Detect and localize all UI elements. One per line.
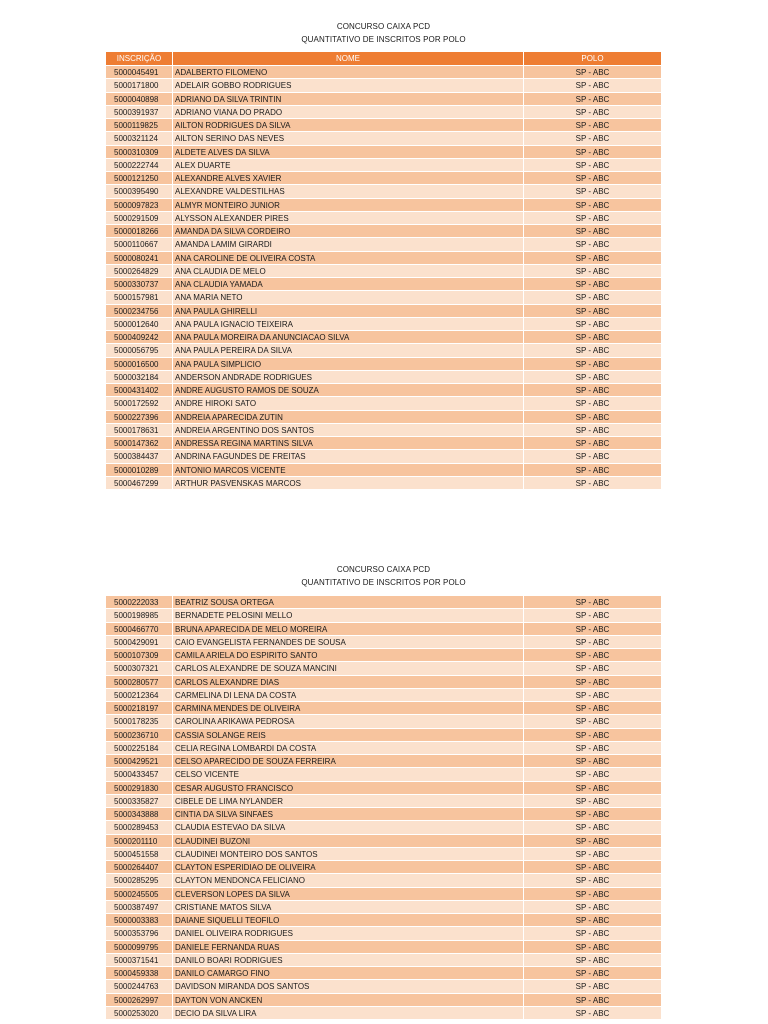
cell-nome: CLAYTON ESPERIDIAO DE OLIVEIRA xyxy=(173,861,524,873)
cell-inscricao: 5000264407 xyxy=(106,861,173,873)
cell-inscricao: 5000466770 xyxy=(106,623,173,635)
cell-inscricao: 5000212364 xyxy=(106,689,173,701)
cell-nome: ANDRESSA REGINA MARTINS SILVA xyxy=(173,437,524,449)
cell-polo: SP - ABC xyxy=(575,717,610,727)
cell-nome: CELSO APARECIDO DE SOUZA FERREIRA xyxy=(173,755,524,767)
table-header xyxy=(106,52,661,65)
cell-inscricao: 5000080241 xyxy=(106,252,173,264)
table-row xyxy=(106,158,661,171)
cell-polo: SP - ABC xyxy=(575,955,610,965)
cell-inscricao: 5000099795 xyxy=(106,941,173,953)
cell-nome: CARMELINA DI LENA DA COSTA xyxy=(173,689,524,701)
cell-inscricao: 5000244763 xyxy=(106,980,173,992)
table-row xyxy=(106,145,661,158)
cell-inscricao: 5000433457 xyxy=(106,768,173,780)
cell-inscricao: 5000391937 xyxy=(106,106,173,118)
cell-nome: ALDETE ALVES DA SILVA xyxy=(173,146,524,158)
cell-polo: SP - ABC xyxy=(575,796,610,806)
document-subtitle: QUANTITATIVO DE INSCRITOS POR POLO xyxy=(301,578,466,587)
cell-nome: CAIO EVANGELISTA FERNANDES DE SOUSA xyxy=(173,636,524,648)
cell-inscricao: 5000330737 xyxy=(106,278,173,290)
cell-inscricao: 5000121250 xyxy=(106,172,173,184)
table-row xyxy=(106,714,661,727)
table-row xyxy=(106,463,661,476)
cell-inscricao: 5000291830 xyxy=(106,782,173,794)
cell-nome: ADRIANO VIANA DO PRADO xyxy=(173,106,524,118)
table-row xyxy=(106,993,661,1006)
cell-polo: SP - ABC xyxy=(575,863,610,872)
cell-inscricao: 5000395490 xyxy=(106,185,173,197)
table-row xyxy=(106,807,661,820)
cell-nome: ANTONIO MARCOS VICENTE xyxy=(173,464,524,476)
table-row xyxy=(106,887,661,900)
table-row xyxy=(106,900,661,913)
table-row xyxy=(106,476,661,489)
cell-polo: SP - ABC xyxy=(575,134,610,144)
cell-polo: SP - ABC xyxy=(575,94,610,104)
cell-inscricao: 5000147362 xyxy=(106,437,173,449)
cell-polo: SP - ABC xyxy=(575,624,610,634)
cell-nome: ANA MARIA NETO xyxy=(173,291,524,303)
table-row xyxy=(106,105,661,118)
cell-polo: SP - ABC xyxy=(575,147,610,157)
cell-inscricao: 5000335827 xyxy=(106,795,173,807)
table-row xyxy=(106,317,661,330)
cell-nome: CLAUDINEI MONTEIRO DOS SANTOS xyxy=(173,848,524,860)
table-row xyxy=(106,860,661,873)
cell-nome: DAYTON VON ANCKEN xyxy=(173,994,524,1006)
cell-nome: CAMILA ARIELA DO ESPIRITO SANTO xyxy=(173,649,524,661)
cell-polo: SP - ABC xyxy=(575,306,610,316)
table-row xyxy=(106,92,661,105)
cell-nome: CLAUDINEI BUZONI xyxy=(173,835,524,847)
cell-polo: SP - ABC xyxy=(575,902,610,912)
cell-nome: ADALBERTO FILOMENO xyxy=(173,66,524,78)
cell-nome: AMANDA LAMIM GIRARDI xyxy=(173,238,524,250)
cell-inscricao: 5000097823 xyxy=(106,199,173,211)
cell-nome: ANDERSON ANDRADE RODRIGUES xyxy=(173,371,524,383)
cell-nome: CINTIA DA SILVA SINFAES xyxy=(173,808,524,820)
cell-nome: AMANDA DA SILVA CORDEIRO xyxy=(173,225,524,237)
cell-polo: SP - ABC xyxy=(575,690,610,700)
cell-nome: ALMYR MONTEIRO JUNIOR xyxy=(173,199,524,211)
cell-polo: SP - ABC xyxy=(575,399,610,409)
cell-inscricao: 5000172592 xyxy=(106,397,173,409)
table-row xyxy=(106,171,661,184)
table-row xyxy=(106,820,661,833)
table-row xyxy=(106,608,661,621)
table-row xyxy=(106,423,661,436)
cell-polo: SP - ABC xyxy=(575,240,610,250)
cell-polo: SP - ABC xyxy=(575,651,610,660)
table-row xyxy=(106,940,661,953)
cell-nome: DANILO BOARI RODRIGUES xyxy=(173,954,524,966)
cell-inscricao: 5000245505 xyxy=(106,888,173,900)
table-row xyxy=(106,953,661,966)
cell-nome: CLAUDIA ESTEVAO DA SILVA xyxy=(173,821,524,833)
table-row xyxy=(106,794,661,807)
cell-inscricao: 5000171800 xyxy=(106,79,173,91)
cell-polo: SP - ABC xyxy=(575,995,610,1005)
cell-nome: BERNADETE PELOSINI MELLO xyxy=(173,609,524,621)
cell-inscricao: 5000310309 xyxy=(106,146,173,158)
cell-nome: ALYSSON ALEXANDER PIRES xyxy=(173,212,524,224)
cell-inscricao: 5000178631 xyxy=(106,424,173,436)
table-row xyxy=(106,675,661,688)
table-row xyxy=(106,436,661,449)
table-row xyxy=(106,635,661,648)
cell-inscricao: 5000289453 xyxy=(106,821,173,833)
table-row xyxy=(106,873,661,886)
cell-polo: SP - ABC xyxy=(575,68,610,77)
cell-nome: DAVIDSON MIRANDA DOS SANTOS xyxy=(173,980,524,992)
cell-nome: CLAYTON MENDONCA FELICIANO xyxy=(173,874,524,886)
cell-inscricao: 5000010289 xyxy=(106,464,173,476)
cell-nome: CARMINA MENDES DE OLIVEIRA xyxy=(173,702,524,714)
document-subtitle: QUANTITATIVO DE INSCRITOS POR POLO xyxy=(301,35,466,44)
cell-nome: ALEXANDRE ALVES XAVIER xyxy=(173,172,524,184)
cell-polo: SP - ABC xyxy=(575,929,610,939)
cell-nome: ARTHUR PASVENSKAS MARCOS xyxy=(173,477,524,489)
cell-polo: SP - ABC xyxy=(575,770,610,780)
cell-polo: SP - ABC xyxy=(575,452,610,462)
table-row xyxy=(106,847,661,860)
cell-inscricao: 5000045491 xyxy=(106,66,173,78)
cell-nome: AILTON SERINO DAS NEVES xyxy=(173,132,524,144)
cell-nome: CASSIA SOLANGE REIS xyxy=(173,729,524,741)
table-row xyxy=(106,661,661,674)
cell-polo: SP - ABC xyxy=(575,849,610,859)
table-row xyxy=(106,211,661,224)
table-row xyxy=(106,277,661,290)
cell-inscricao: 5000371541 xyxy=(106,954,173,966)
cell-nome: ALEX DUARTE xyxy=(173,159,524,171)
cell-polo: SP - ABC xyxy=(575,982,610,992)
cell-polo: SP - ABC xyxy=(575,386,610,395)
cell-inscricao: 5000262997 xyxy=(106,994,173,1006)
cell-nome: ANA CLAUDIA DE MELO xyxy=(173,265,524,277)
cell-nome: ADRIANO DA SILVA TRINTIN xyxy=(173,93,524,105)
cell-polo: SP - ABC xyxy=(575,81,610,91)
table-row xyxy=(106,237,661,250)
cell-nome: CELIA REGINA LOMBARDI DA COSTA xyxy=(173,742,524,754)
cell-inscricao: 5000178235 xyxy=(106,715,173,727)
table-row xyxy=(106,754,661,767)
cell-polo: SP - ABC xyxy=(575,346,610,356)
cell-nome: DECIO DA SILVA LIRA xyxy=(173,1007,524,1019)
cell-inscricao: 5000429521 xyxy=(106,755,173,767)
cell-polo: SP - ABC xyxy=(575,319,610,329)
cell-polo: SP - ABC xyxy=(575,372,610,382)
cell-nome: ANDREIA ARGENTINO DOS SANTOS xyxy=(173,424,524,436)
cell-nome: ANA PAULA MOREIRA DA ANUNCIACAO SILVA xyxy=(173,331,524,343)
cell-polo: SP - ABC xyxy=(575,160,610,170)
cell-inscricao: 5000285295 xyxy=(106,874,173,886)
cell-polo: SP - ABC xyxy=(575,253,610,263)
cell-inscricao: 5000234756 xyxy=(106,305,173,317)
cell-polo: SP - ABC xyxy=(575,916,610,925)
cell-inscricao: 5000280577 xyxy=(106,676,173,688)
table-row xyxy=(106,648,661,661)
cell-polo: SP - ABC xyxy=(575,664,610,674)
cell-polo: SP - ABC xyxy=(575,227,610,236)
table-row xyxy=(106,343,661,356)
cell-polo: SP - ABC xyxy=(575,611,610,621)
cell-nome: CARLOS ALEXANDRE DE SOUZA MANCINI xyxy=(173,662,524,674)
table-row xyxy=(106,595,661,608)
cell-polo: SP - ABC xyxy=(575,677,610,687)
column-header-inscricao: INSCRIÇÃO xyxy=(106,52,173,65)
table-row xyxy=(106,728,661,741)
cell-inscricao: 5000409242 xyxy=(106,331,173,343)
cell-inscricao: 5000253020 xyxy=(106,1007,173,1019)
cell-polo: SP - ABC xyxy=(575,412,610,422)
table-row xyxy=(106,131,661,144)
cell-nome: DANIELE FERNANDA RUAS xyxy=(173,941,524,953)
cell-nome: ANA PAULA SIMPLICIO xyxy=(173,358,524,370)
cell-nome: ALEXANDRE VALDESTILHAS xyxy=(173,185,524,197)
cell-nome: DANILO CAMARGO FINO xyxy=(173,967,524,979)
cell-inscricao: 5000353796 xyxy=(106,927,173,939)
table-row xyxy=(106,979,661,992)
cell-polo: SP - ABC xyxy=(575,1008,610,1018)
cell-nome: ADELAIR GOBBO RODRIGUES xyxy=(173,79,524,91)
cell-polo: SP - ABC xyxy=(575,439,610,448)
cell-polo: SP - ABC xyxy=(575,876,610,886)
cell-inscricao: 5000107309 xyxy=(106,649,173,661)
table-row xyxy=(106,65,661,78)
cell-nome: BRUNA APARECIDA DE MELO MOREIRA xyxy=(173,623,524,635)
cell-nome: ANA CAROLINE DE OLIVEIRA COSTA xyxy=(173,252,524,264)
table-row xyxy=(106,701,661,714)
cell-inscricao: 5000018266 xyxy=(106,225,173,237)
cell-nome: ANA PAULA GHIRELLI xyxy=(173,305,524,317)
cell-inscricao: 5000343888 xyxy=(106,808,173,820)
cell-inscricao: 5000119825 xyxy=(106,119,173,131)
cell-nome: ANDRE AUGUSTO RAMOS DE SOUZA xyxy=(173,384,524,396)
cell-polo: SP - ABC xyxy=(575,425,610,435)
table-row xyxy=(106,370,661,383)
cell-polo: SP - ABC xyxy=(575,836,610,846)
cell-polo: SP - ABC xyxy=(575,942,610,952)
cell-polo: SP - ABC xyxy=(575,704,610,713)
cell-inscricao: 5000201110 xyxy=(106,835,173,847)
table-row xyxy=(106,251,661,264)
cell-polo: SP - ABC xyxy=(575,107,610,117)
cell-polo: SP - ABC xyxy=(575,359,610,369)
cell-polo: SP - ABC xyxy=(575,213,610,223)
cell-polo: SP - ABC xyxy=(575,637,610,647)
cell-inscricao: 5000222033 xyxy=(106,596,173,608)
cell-polo: SP - ABC xyxy=(575,743,610,753)
cell-inscricao: 5000032184 xyxy=(106,371,173,383)
cell-inscricao: 5000467299 xyxy=(106,477,173,489)
cell-inscricao: 5000321124 xyxy=(106,132,173,144)
cell-nome: CRISTIANE MATOS SILVA xyxy=(173,901,524,913)
table-row xyxy=(106,264,661,277)
cell-polo: SP - ABC xyxy=(575,478,610,488)
table-row xyxy=(106,1006,661,1019)
cell-inscricao: 5000198985 xyxy=(106,609,173,621)
cell-inscricao: 5000016500 xyxy=(106,358,173,370)
cell-nome: ANDRINA FAGUNDES DE FREITAS xyxy=(173,450,524,462)
cell-nome: DAIANE SIQUELLI TEOFILO xyxy=(173,914,524,926)
table-row xyxy=(106,410,661,423)
table-body xyxy=(106,65,661,489)
column-header-nome: NOME xyxy=(173,52,524,65)
cell-inscricao: 5000040898 xyxy=(106,93,173,105)
cell-inscricao: 5000056795 xyxy=(106,344,173,356)
page-section-2 xyxy=(106,563,661,1019)
cell-inscricao: 5000110667 xyxy=(106,238,173,250)
cell-polo: SP - ABC xyxy=(575,598,610,607)
cell-nome: CARLOS ALEXANDRE DIAS xyxy=(173,676,524,688)
cell-polo: SP - ABC xyxy=(575,823,610,833)
cell-inscricao: 5000157981 xyxy=(106,291,173,303)
cell-nome: CAROLINA ARIKAWA PEDROSA xyxy=(173,715,524,727)
cell-nome: DANIEL OLIVEIRA RODRIGUES xyxy=(173,927,524,939)
cell-inscricao: 5000431402 xyxy=(106,384,173,396)
cell-inscricao: 5000387497 xyxy=(106,901,173,913)
cell-nome: CLEVERSON LOPES DA SILVA xyxy=(173,888,524,900)
table-row xyxy=(106,198,661,211)
cell-polo: SP - ABC xyxy=(575,200,610,210)
cell-inscricao: 5000291509 xyxy=(106,212,173,224)
cell-inscricao: 5000218197 xyxy=(106,702,173,714)
cell-nome: CESAR AUGUSTO FRANCISCO xyxy=(173,782,524,794)
table-row xyxy=(106,224,661,237)
cell-polo: SP - ABC xyxy=(575,280,610,289)
table-row xyxy=(106,383,661,396)
cell-nome: ANA CLAUDIA YAMADA xyxy=(173,278,524,290)
table-row xyxy=(106,781,661,794)
table-row xyxy=(106,449,661,462)
cell-nome: ANA PAULA IGNACIO TEIXEIRA xyxy=(173,318,524,330)
cell-nome: CELSO VICENTE xyxy=(173,768,524,780)
table-row xyxy=(106,767,661,780)
page-section-1 xyxy=(106,20,661,489)
cell-polo: SP - ABC xyxy=(575,465,610,475)
table-row xyxy=(106,290,661,303)
cell-polo: SP - ABC xyxy=(575,121,610,130)
table-row xyxy=(106,741,661,754)
table-row xyxy=(106,622,661,635)
cell-nome: ANDRE HIROKI SATO xyxy=(173,397,524,409)
table-row xyxy=(106,78,661,91)
cell-inscricao: 5000264829 xyxy=(106,265,173,277)
table-row xyxy=(106,688,661,701)
document-title: CONCURSO CAIXA PCD xyxy=(336,22,431,31)
cell-polo: SP - ABC xyxy=(575,810,610,819)
table-row xyxy=(106,118,661,131)
table-row xyxy=(106,396,661,409)
cell-polo: SP - ABC xyxy=(575,730,610,740)
cell-inscricao: 5000225184 xyxy=(106,742,173,754)
cell-nome: BEATRIZ SOUSA ORTEGA xyxy=(173,596,524,608)
table-row xyxy=(106,184,661,197)
cell-polo: SP - ABC xyxy=(575,757,610,766)
cell-inscricao: 5000451558 xyxy=(106,848,173,860)
cell-polo: SP - ABC xyxy=(575,266,610,276)
cell-nome: AILTON RODRIGUES DA SILVA xyxy=(173,119,524,131)
cell-nome: CIBELE DE LIMA NYLANDER xyxy=(173,795,524,807)
table-body xyxy=(106,595,661,1019)
cell-polo: SP - ABC xyxy=(575,174,610,183)
cell-nome: ANDREIA APARECIDA ZUTIN xyxy=(173,411,524,423)
cell-inscricao: 5000384437 xyxy=(106,450,173,462)
table-row xyxy=(106,926,661,939)
cell-inscricao: 5000236710 xyxy=(106,729,173,741)
table-row xyxy=(106,834,661,847)
cell-polo: SP - ABC xyxy=(575,783,610,793)
table-row xyxy=(106,357,661,370)
table-row xyxy=(106,966,661,979)
cell-inscricao: 5000307321 xyxy=(106,662,173,674)
document-title: CONCURSO CAIXA PCD xyxy=(336,565,431,574)
cell-inscricao: 5000429091 xyxy=(106,636,173,648)
table-row xyxy=(106,913,661,926)
cell-polo: SP - ABC xyxy=(575,889,610,899)
cell-polo: SP - ABC xyxy=(575,333,610,342)
table-row xyxy=(106,304,661,317)
cell-inscricao: 5000003383 xyxy=(106,914,173,926)
cell-polo: SP - ABC xyxy=(575,293,610,303)
cell-inscricao: 5000012640 xyxy=(106,318,173,330)
cell-inscricao: 5000222744 xyxy=(106,159,173,171)
cell-inscricao: 5000459338 xyxy=(106,967,173,979)
cell-nome: ANA PAULA PEREIRA DA SILVA xyxy=(173,344,524,356)
cell-polo: SP - ABC xyxy=(575,187,610,197)
column-header-polo: POLO xyxy=(581,54,604,63)
cell-polo: SP - ABC xyxy=(575,969,610,978)
table-row xyxy=(106,330,661,343)
cell-inscricao: 5000227396 xyxy=(106,411,173,423)
